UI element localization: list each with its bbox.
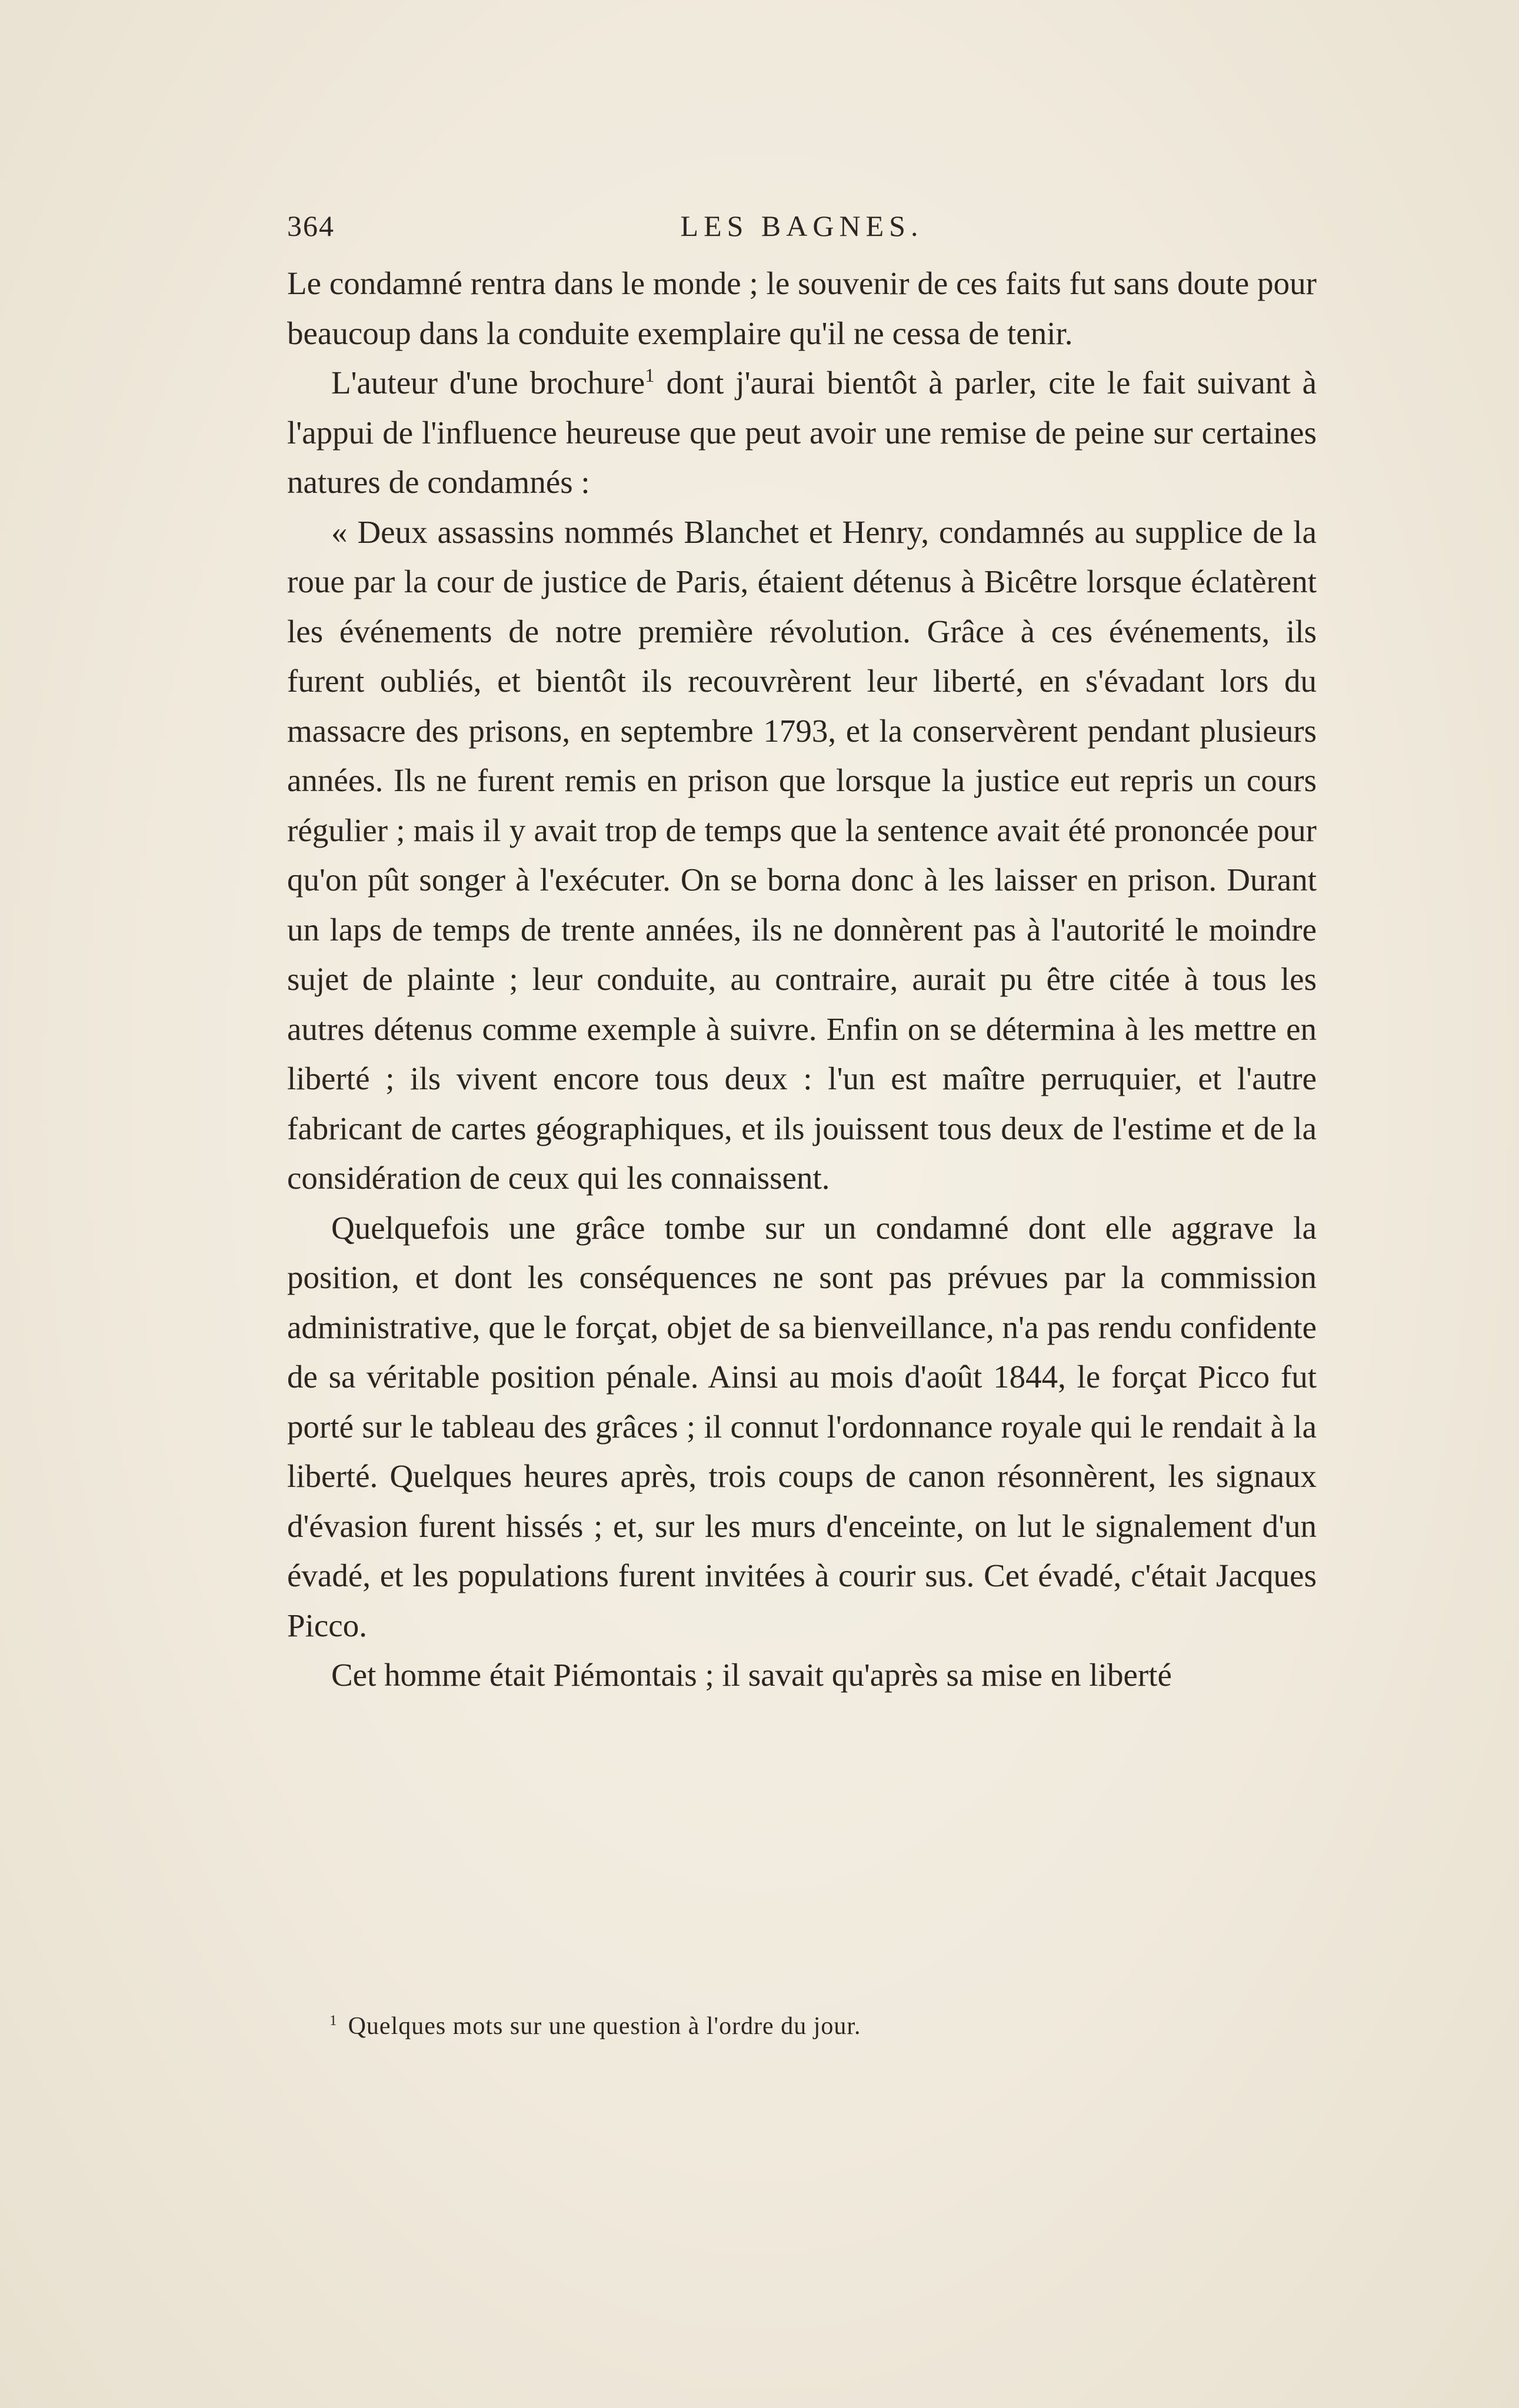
- page-number: 364: [287, 209, 335, 242]
- paragraph: Cet homme était Piémontais ; il savait qu'après sa mise en liberté: [331, 1657, 1172, 1693]
- paragraph-text: L'auteur d'une brochure: [331, 365, 645, 401]
- paragraph: Quelquefois une grâce tombe sur un condamné dont elle aggrave la position, et dont les conséquences ne sont pas prévues par la commission administrative, que le forçat, objet de sa bienveillance, n'a pas rendu confidente de sa véritable position pénale. Ainsi au mois d'août 1844, le forçat Picco fut porté sur le tableau des grâces ; il connut l'ordonnance royale qui le rendait à la liberté. Quelques heures après, trois coups de canon résonnèrent, les signaux d'évasion furent hissés ; et, sur les murs d'enceinte, on lut le signalement d'un évadé, et les populations furent invitées à courir sus. Cet évadé, c'était Jacques Picco.: [287, 1209, 1317, 1643]
- footnote-mark: 1: [329, 2012, 338, 2029]
- running-title: LES BAGNES.: [680, 209, 924, 242]
- paragraph: [287, 358, 1317, 508]
- footnote-text: Quelques mots sur une question à l'ordre du jour.: [348, 2013, 861, 2040]
- footnote: [329, 2009, 1271, 2044]
- body-text: [287, 259, 1317, 1700]
- paragraph-text: dont j'aurai bientôt à parler, cite le fait suivant à l'appui de l'influence heureuse que peut avoir une remise de peine sur certaines natures de condamnés :: [287, 365, 1317, 500]
- footnote-reference: 1: [645, 365, 655, 387]
- paragraph: Le condamné rentra dans le monde ; le souvenir de ces faits fut sans doute pour beaucoup dans la conduite exemplaire qu'il ne cessa de tenir.: [287, 265, 1317, 351]
- paragraph: « Deux assassins nommés Blanchet et Henry, condamnés au supplice de la roue par la cour de justice de Paris, étaient détenus à Bicêtre lorsque éclatèrent les événements de notre première révolution. Grâce à ces événements, ils furent oubliés, et bientôt ils recouvrèrent leur liberté, en s'évadant lors du massacre des prisons, en septembre 1793, et la conservèrent pendant plusieurs années. Ils ne furent remis en prison que lorsque la justice eut repris un cours régulier ; mais il y avait trop de temps que la sentence avait été prononcée pour qu'on pût songer à l'exécuter. On se borna donc à les laisser en prison. Durant un laps de temps de trente années, ils ne donnèrent pas à l'autorité le moindre sujet de plainte ; leur conduite, au contraire, aurait pu être citée à tous les autres détenus comme exemple à suivre. Enfin on se détermina à les mettre en liberté ; ils vivent encore tous deux : l'un est maître perruquier, et l'autre fabricant de cartes géographiques, et ils jouissent tous deux de l'estime et de la considération de ceux qui les connaissent.: [287, 513, 1317, 1196]
- page-header: [287, 209, 1317, 244]
